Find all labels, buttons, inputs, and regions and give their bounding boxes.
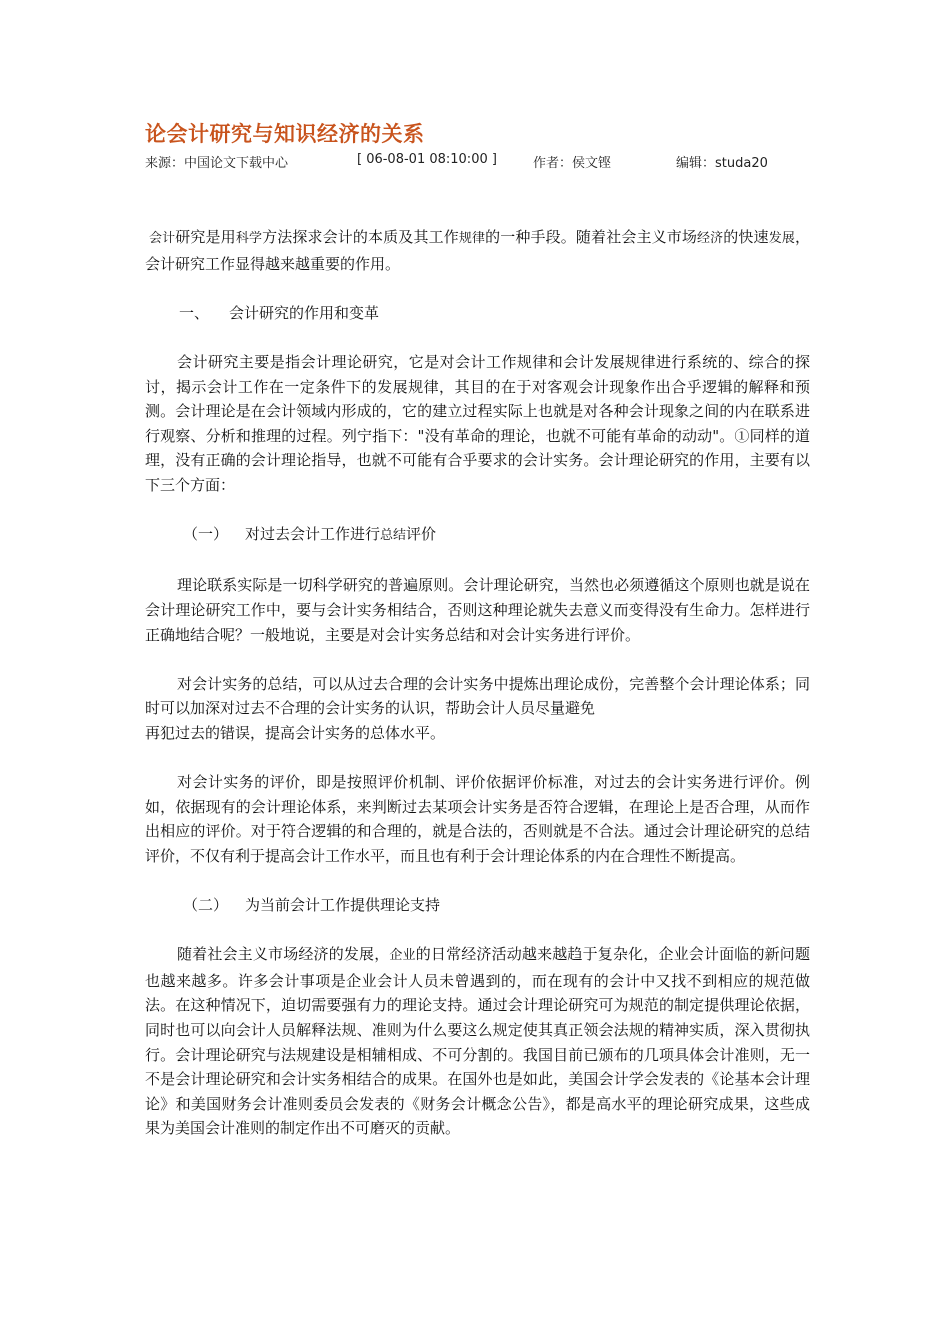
intro-word: 会计: [149, 231, 176, 246]
intro-paragraph: [145, 225, 810, 276]
meta-editor-label: 编辑：: [676, 156, 716, 171]
intro-text: 的一种手段。随着社会主义市场: [485, 228, 697, 246]
paragraph-5: [145, 942, 810, 1141]
paragraph-2: 理论联系实际是一切科学研究的普遍原则。会计理论研究，当然也必须遵循这个原则也就是说在会计理论研究工作中，要与会计实务相结合，否则这种理论就失去意义而变得没有生命力。怎样进行正确地结合呢？一般地说，主要是对会计实务总结和对会计实务进行评价。: [145, 576, 810, 644]
section-title: 会计研究的作用和变革: [229, 303, 380, 322]
intro-word: 发展: [768, 231, 795, 246]
intro-word: 规律: [458, 231, 486, 246]
meta-editor-name: studa20: [715, 156, 768, 171]
subsection-title: 对过去会计工作进行: [245, 525, 381, 544]
section-number: 一、: [179, 303, 210, 322]
article-body: [145, 225, 810, 1166]
paragraph-5-text: 的日常经济活动越来越趋于复杂化，企业会计面临的新问题也越来越多。许多会计事项是企业会计人员未曾遇到的，而在现有的会计中又找不到相应的规范做法。在这种情况下，迫切需要强有力的理论支持。通过会计理论研究可为规范的制定提供理论依据，同时也可以向会计人员解释法规、准则为什么要这么规定使其真正领会法规的精神实质，深入贯彻执行。会计理论研究与法规建设是相辅相成、不可分割的。我国目前已颁布的几项具体会计准则，无一不是会计理论研究和会计实务相结合的成果。在国外也是如此，美国会计学会发表的《论基本会计理论》和美国财务会计准则委员会发表的《财务会计概念公告》，都是高水平的理论研究成果，这些成果为美国会计准则的制定作出不可磨灭的贡献。: [145, 945, 810, 1138]
intro-text: 的快速: [723, 228, 769, 246]
paragraph-5-word: 企业: [389, 948, 416, 964]
paragraph-4: 对会计实务的评价，即是按照评价机制、评价依据评价标准，对过去的会计实务进行评价。例如，依据现有的会计理论体系，来判断过去某项会计实务是否符合逻辑，在理论上是否合理，从而作出相应的评价。对于符合逻辑的和合理的，就是合法的，否则就是不合法。通过会计理论研究的总结评价，不仅有利于提高会计工作水平，而且也有利于会计理论体系的内在合理性不断提高。: [145, 773, 810, 865]
intro-text: 方法探求会计的本质及其工作: [262, 228, 459, 246]
article-title: 论会计研究与知识经济的关系: [145, 122, 425, 146]
subsection-title: 评价: [406, 525, 437, 544]
section-heading-1: [145, 301, 810, 326]
meta-editor: [676, 152, 768, 171]
subsection-number: （二）: [183, 896, 229, 915]
paragraph-5-text: 随着社会主义市场经济的发展，: [177, 945, 390, 964]
meta-time: [ 06-08-01 08:10:00 ]: [357, 152, 497, 167]
intro-word: 科学: [235, 231, 263, 246]
subsection-heading-1: [145, 522, 810, 549]
paragraph-3-continued: 再犯过去的错误，提高会计实务的总体水平。: [145, 723, 446, 742]
subsection-title: 为当前会计工作提供理论支持: [245, 896, 441, 915]
intro-text: ，会计研究工作显得越来越重要的作用。: [145, 228, 810, 273]
subsection-heading-2: [145, 893, 810, 918]
intro-text: 研究是用: [175, 228, 236, 246]
paragraph-3: [145, 672, 810, 721]
subsection-number: （一）: [183, 525, 229, 544]
meta-source: 来源：中国论文下载中心: [145, 156, 289, 171]
intro-word: 经济: [697, 231, 724, 246]
paragraph-1: 会计研究主要是指会计理论研究，它是对会计工作规律和会计发展规律进行系统的、综合的探讨，揭示会计工作在一定条件下的发展规律，其目的在于对客观会计现象作出合乎逻辑的解释和预测。会计理论是在会计领域内形成的，它的建立过程实际上也就是对各种会计现象之间的内在联系进行观察、分析和推理的过程。列宁指下："没有革命的理论，也就不可能有革命的动动"。①同样的道理，没有正确的会计理论指导，也就不可能有合乎要求的会计实务。会计理论研究的作用，主要有以下三个方面：: [145, 352, 810, 494]
meta-author: 作者：侯文铿: [533, 156, 612, 171]
paragraph-3-part: 对会计实务的总结，可以从过去合理的会计实务中提炼出理论成份，完善整个会计理论体系；同时可以加深对过去不合理的会计实务的认识，帮助会计人员尽量避免: [145, 674, 810, 718]
subsection-title-word: 总结: [380, 528, 407, 544]
